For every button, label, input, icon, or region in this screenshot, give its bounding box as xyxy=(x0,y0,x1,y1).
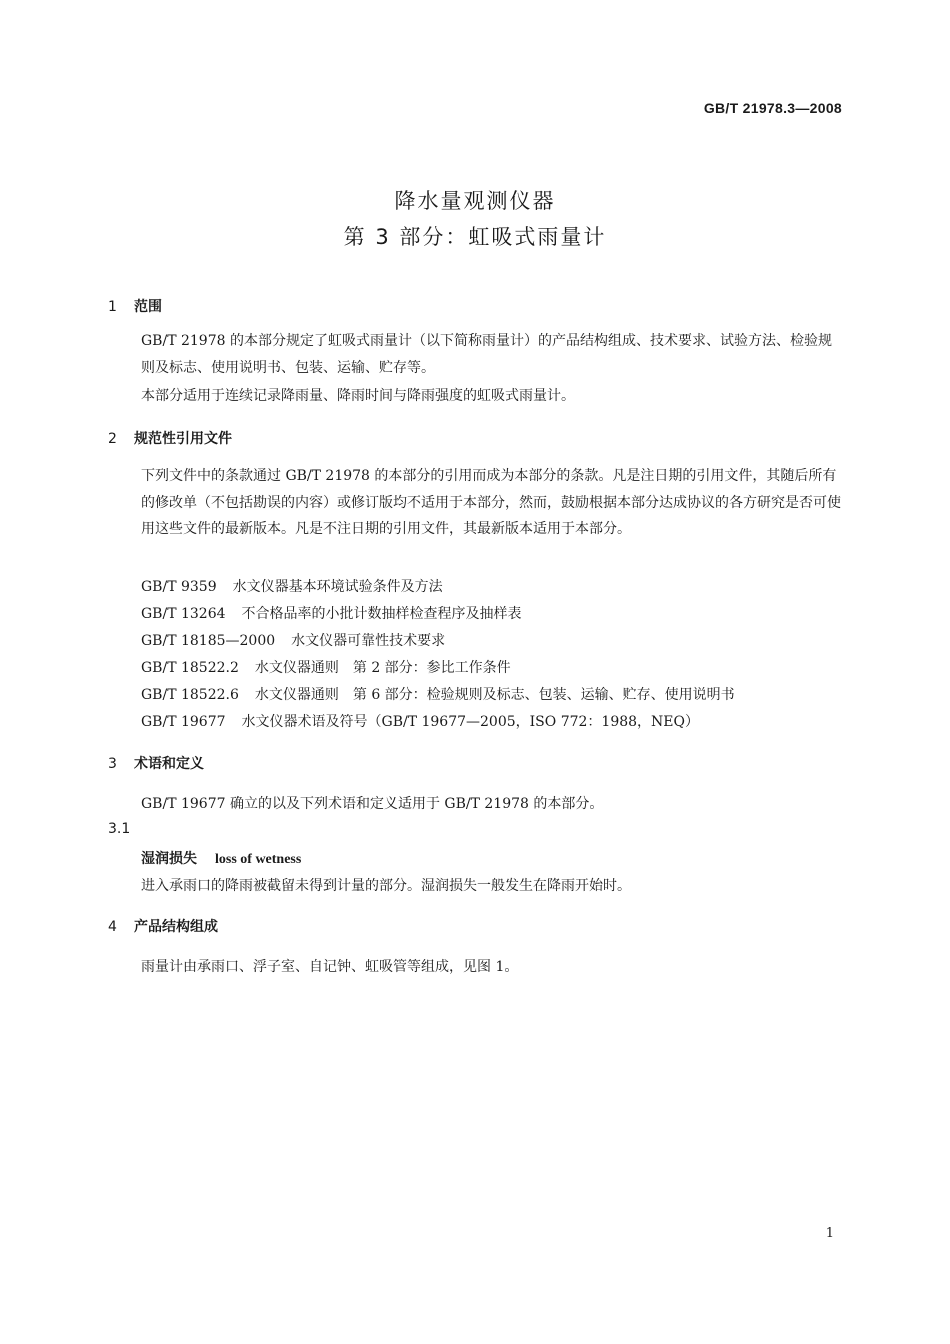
reference-code: GB/T 18522.2 xyxy=(141,660,239,676)
reference-item xyxy=(141,684,735,704)
section-title: 规范性引用文件 xyxy=(134,431,232,447)
section-4-heading xyxy=(108,916,218,936)
section-2-heading xyxy=(108,428,232,448)
reference-title: 水文仪器通则 第 6 部分：检验规则及标志、包装、运输、贮存、使用说明书 xyxy=(254,687,735,703)
section-1-heading xyxy=(108,296,162,316)
section-title: 范围 xyxy=(134,299,162,315)
section-number: 4 xyxy=(108,919,117,935)
reference-title: 水文仪器通则 第 2 部分：参比工作条件 xyxy=(254,660,511,676)
section-3-paragraph-1: GB/T 19677 确立的以及下列术语和定义适用于 GB/T 21978 的本部分。 xyxy=(141,796,604,812)
reference-code: GB/T 18185—2000 xyxy=(141,633,276,649)
term-name xyxy=(141,848,301,868)
reference-title: 水文仪器基本环境试验条件及方法 xyxy=(232,579,443,595)
reference-item xyxy=(141,657,511,677)
section-number: 2 xyxy=(108,431,117,447)
reference-title: 不合格品率的小批计数抽样检查程序及抽样表 xyxy=(241,606,522,622)
section-title: 产品结构组成 xyxy=(134,919,218,935)
section-number: 1 xyxy=(108,299,117,315)
term-name-zh: 湿润损失 xyxy=(141,851,197,867)
section-1-paragraph-2: 本部分适用于连续记录降雨量、降雨时间与降雨强度的虹吸式雨量计。 xyxy=(141,388,575,404)
term-name-en: loss of wetness xyxy=(215,852,302,867)
reference-item xyxy=(141,603,522,623)
page-number: 1 xyxy=(825,1226,834,1241)
title-line-1: 降水量观测仪器 xyxy=(394,189,556,213)
section-2-paragraph-1: 下列文件中的条款通过 GB/T 21978 的本部分的引用而成为本部分的条款。凡是注日期的引用文件，其随后所有的修改单（不包括勘误的内容）或修订版均不适用于本部分，然而，鼓励根据本部分达成协议的各方研究是否可使用这些文件的最新版本。凡是不注日期的引用文件，其最新版本适用于本部分。 xyxy=(141,468,841,537)
section-number: 3 xyxy=(108,756,117,772)
reference-title: 水文仪器可靠性技术要求 xyxy=(291,633,446,649)
section-4-paragraph-1: 雨量计由承雨口、浮子室、自记钟、虹吸管等组成，见图 1。 xyxy=(141,959,519,975)
reference-code: GB/T 9359 xyxy=(141,579,217,595)
title-line-2: 第 3 部分：虹吸式雨量计 xyxy=(343,225,607,249)
document-title xyxy=(0,183,950,255)
section-1-paragraph-1: GB/T 21978 的本部分规定了虹吸式雨量计（以下简称雨量计）的产品结构组成、技术要求、试验方法、检验规则及标志、使用说明书、包装、运输、贮存等。 xyxy=(141,333,832,376)
term-definition: 进入承雨口的降雨被截留未得到计量的部分。湿润损失一般发生在降雨开始时。 xyxy=(141,878,631,894)
reference-code: GB/T 19677 xyxy=(141,714,226,730)
section-3-heading xyxy=(108,753,204,773)
reference-code: GB/T 13264 xyxy=(141,606,226,622)
reference-item xyxy=(141,576,443,596)
reference-title: 水文仪器术语及符号（GB/T 19677—2005，ISO 772：1988，NEQ） xyxy=(241,714,700,730)
reference-item xyxy=(141,711,699,731)
reference-item xyxy=(141,630,445,650)
section-title: 术语和定义 xyxy=(134,756,204,772)
term-number: 3.1 xyxy=(108,821,131,837)
reference-code: GB/T 18522.6 xyxy=(141,687,239,703)
standard-code: GB/T 21978.3—2008 xyxy=(703,100,842,116)
